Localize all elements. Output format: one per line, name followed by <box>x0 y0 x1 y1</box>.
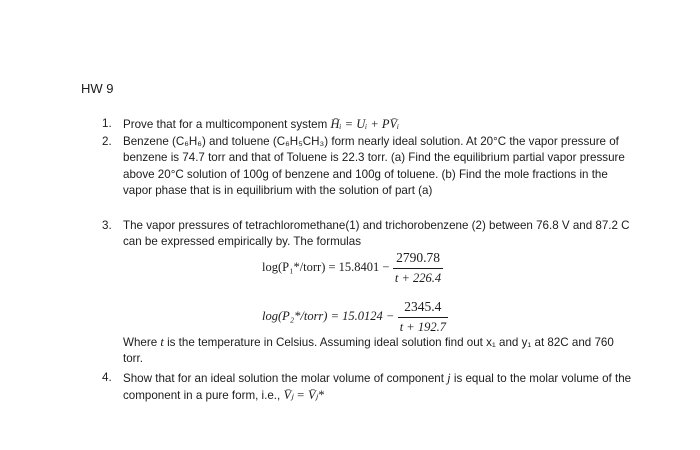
list-item-continuation <box>102 334 632 368</box>
equation-numerator: 2790.78 <box>396 250 440 265</box>
item-text-part: Show that for an ideal solution the molar volume of component <box>123 372 448 385</box>
equation-lhs: log(P₂*/torr) = 15.0124 − <box>262 309 395 324</box>
vapor-pressure-equation-1 <box>262 250 443 286</box>
item-number: 1. <box>102 117 112 130</box>
equation-denominator: t + 226.4 <box>393 268 443 286</box>
list-item <box>102 218 632 251</box>
list-item <box>102 116 632 133</box>
item-text <box>123 116 632 133</box>
molar-volume-equation: V̄ⱼ = V̄ⱼ* <box>283 388 325 403</box>
item-number: 2. <box>102 135 112 148</box>
vapor-pressure-equation-2 <box>262 299 448 335</box>
item-text <box>123 370 632 405</box>
list-item <box>102 134 632 199</box>
item-text-part: Where <box>123 336 161 349</box>
enthalpy-equation: H̄ᵢ = Uᵢ + PV̄ᵢ <box>330 117 400 131</box>
item-text-part: is the temperature in Celsius. Assuming ideal solution find out x₁ and y₁ at 82C and 760 torr. <box>123 336 614 366</box>
item-number: 3. <box>102 219 112 232</box>
item-text <box>123 334 632 368</box>
variable-t: t <box>160 335 164 349</box>
item-text: Benzene (C₆H₆) and toluene (C₆H₅CH₃) form nearly ideal solution. At 20°C the vapor pressure of benzene is 74.7 torr and that of Toluene is 22.3 torr. (a) Find the equilibrium partial vapor pressure above 20°C solution of 100g of benzene and 100g of toluene. (b) Find the mole fractions in the vapor phase that is in equilibrium with the solution of part (a) <box>123 135 625 197</box>
item-text-part: is equal to the molar volume of the component in a pure form, i.e., <box>123 372 632 403</box>
list-item <box>102 370 632 405</box>
item-text: The vapor pressures of tetrachloromethane(1) and trichorobenzene (2) between 76.8 V and 87.2 C can be expressed empirically by. The formulas <box>123 219 630 249</box>
equation-fraction <box>398 299 448 335</box>
page-title: HW 9 <box>81 81 114 96</box>
equation-denominator: t + 192.7 <box>398 317 448 335</box>
item-text-intro: Prove that for a multicomponent system <box>123 118 331 131</box>
variable-j: j <box>447 371 451 385</box>
equation-numerator: 2345.4 <box>404 299 442 314</box>
item-number: 4. <box>102 371 112 384</box>
equation-fraction <box>393 250 443 286</box>
equation-lhs: log(P₁*/torr) = 15.8401 − <box>262 260 390 275</box>
